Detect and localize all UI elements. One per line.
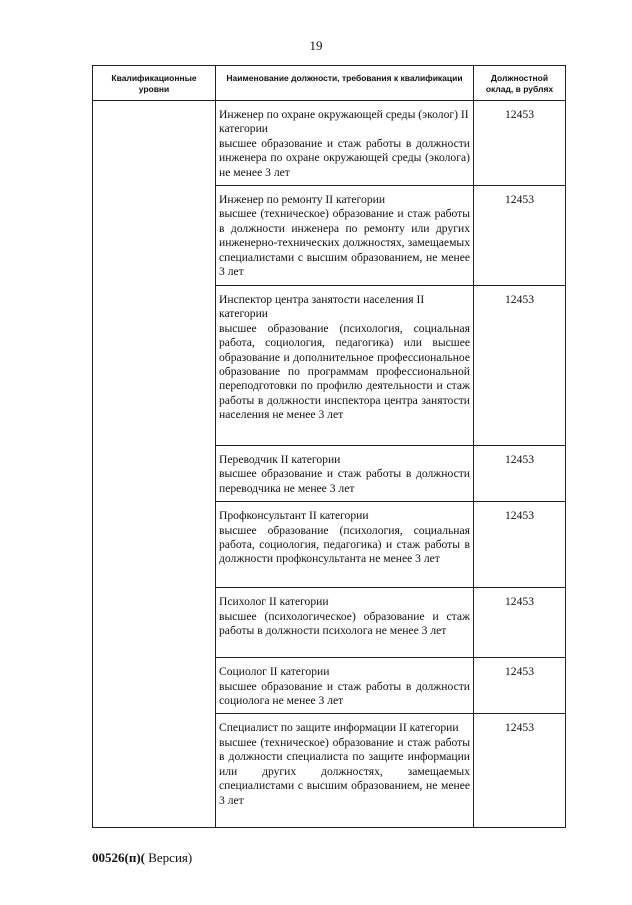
document-code-number: 00526(п)( xyxy=(92,850,145,865)
table-header-row xyxy=(93,66,566,101)
position-title: Специалист по защите информации II категории xyxy=(219,721,459,735)
position-requirements: высшее образование (психология, социальная работа, социология, педагогика) и стаж работы в должности профконсультанта не менее 3 лет xyxy=(219,523,470,566)
position-cell xyxy=(216,446,474,502)
salary-cell: 12453 xyxy=(474,286,566,446)
position-requirements: высшее образование и стаж работы в должности инженера по охране окружающей среды (эколога) не менее 3 лет xyxy=(219,136,470,179)
position-cell xyxy=(216,714,474,828)
position-title: Переводчик II категории xyxy=(219,453,341,467)
header-level: Квалификационные уровни xyxy=(93,66,216,101)
position-title: Психолог II категории xyxy=(219,595,329,609)
qualification-level-cell xyxy=(93,101,216,828)
position-cell xyxy=(216,502,474,588)
position-cell xyxy=(216,658,474,714)
page-number: 19 xyxy=(309,38,323,53)
salary-cell: 12453 xyxy=(474,502,566,588)
header-salary: Должностной оклад, в рублях xyxy=(474,66,566,101)
position-cell xyxy=(216,588,474,658)
position-title: Инспектор центра занятости населения II категории xyxy=(219,293,425,321)
position-title: Инженер по охране окружающей среды (эколог) II категории xyxy=(219,108,469,136)
position-requirements: высшее образование (психология, социальная работа, социология, педагогика) или высшее образование и дополнительное профессиональное образование по программам профессиональной переподготовки по профилю деятельности и стаж работы в должности инспектора центра занятости населения не менее 3 лет xyxy=(219,321,470,422)
salary-cell: 12453 xyxy=(474,186,566,286)
position-requirements: высшее (психологическое) образование и стаж работы в должности психолога не менее 3 лет xyxy=(219,609,470,638)
header-position: Наименование должности, требования к квалификации xyxy=(216,66,474,101)
table-row xyxy=(93,101,566,186)
salary-cell: 12453 xyxy=(474,714,566,828)
position-requirements: высшее (техническое) образование и стаж работы в должности специалиста по защите информации или других должностях, замещаемых специалистами с высшим образованием, не менее 3 лет xyxy=(219,735,470,807)
position-title: Социолог II категории xyxy=(219,665,330,679)
salary-table xyxy=(92,65,566,828)
position-cell xyxy=(216,101,474,186)
position-requirements: высшее образование и стаж работы в должности переводчика не менее 3 лет xyxy=(219,467,470,495)
position-title: Профконсультант II категории xyxy=(219,509,369,523)
document-code xyxy=(92,850,192,866)
document-code-version: Версия) xyxy=(144,850,193,865)
position-cell xyxy=(216,286,474,446)
position-requirements: высшее (техническое) образование и стаж работы в должности инженера по ремонту или других инженерно-технических должностях, замещаемых специалистами с высшим образованием, не менее 3 лет xyxy=(219,207,470,279)
position-cell xyxy=(216,186,474,286)
salary-cell: 12453 xyxy=(474,658,566,714)
salary-cell: 12453 xyxy=(474,588,566,658)
salary-cell: 12453 xyxy=(474,446,566,502)
position-requirements: высшее образование и стаж работы в должности социолога не менее 3 лет xyxy=(219,679,470,708)
salary-cell: 12453 xyxy=(474,101,566,186)
position-title: Инженер по ремонту II категории xyxy=(219,193,386,207)
